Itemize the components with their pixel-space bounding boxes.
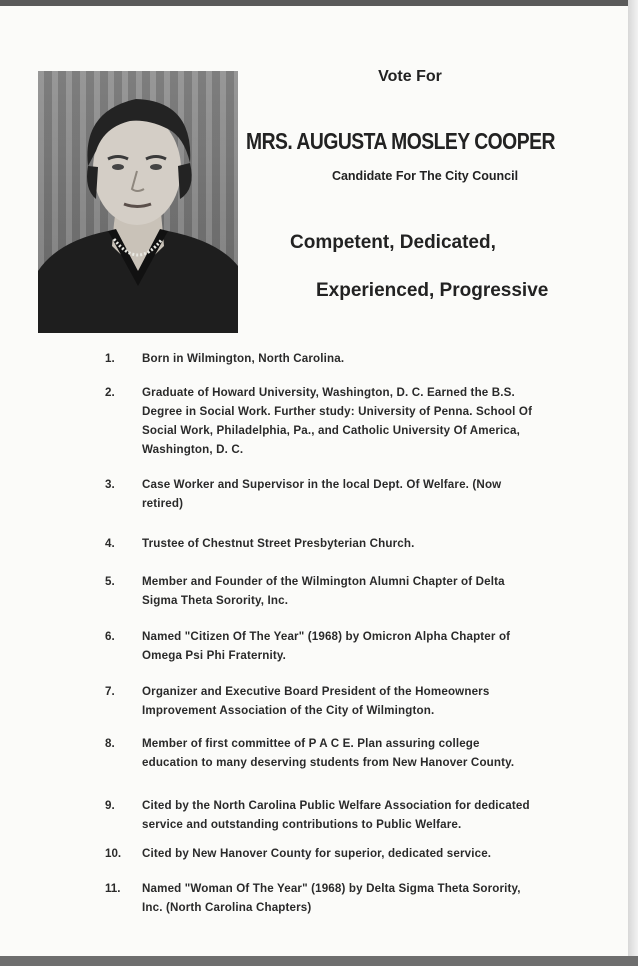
- list-item: [105, 383, 535, 459]
- list-item: [105, 796, 535, 834]
- item-text: Member and Founder of the Wilmington Alumni Chapter of Delta Sigma Theta Sorority, Inc.: [142, 575, 505, 607]
- candidate-name: MRS. AUGUSTA MOSLEY COOPER: [246, 128, 555, 154]
- candidate-subtitle: Candidate For The City Council: [331, 169, 519, 183]
- tagline-line-2: Experienced, Progressive: [316, 280, 549, 301]
- portrait-illustration: [38, 71, 238, 333]
- item-text: Graduate of Howard University, Washington, D. C. Earned the B.S. Degree in Social Work. Further study: University of Penna. School Of Social Work, Philadelphia, Pa., and Catholic University Of America, Washington, D. C.: [142, 386, 533, 456]
- item-number: 8.: [105, 737, 115, 750]
- list-item: [105, 682, 535, 720]
- item-text: Named "Woman Of The Year" (1968) by Delta Sigma Theta Sorority, Inc. (North Carolina Chapters): [142, 882, 521, 914]
- item-number: 11.: [105, 882, 121, 895]
- item-number: 1.: [105, 352, 115, 365]
- list-item: [105, 534, 535, 553]
- item-number: 3.: [105, 478, 115, 491]
- scan-bottom-edge: [0, 956, 638, 966]
- tagline-line-1: Competent, Dedicated,: [290, 232, 496, 253]
- item-number: 6.: [105, 630, 115, 643]
- item-text: Named "Citizen Of The Year" (1968) by Omicron Alpha Chapter of Omega Psi Phi Fraternity.: [142, 630, 511, 662]
- item-text: Organizer and Executive Board President of the Homeowners Improvement Association of the City of Wilmington.: [142, 685, 490, 717]
- item-text: Cited by New Hanover County for superior, dedicated service.: [142, 847, 492, 860]
- item-text: Member of first committee of P A C E. Plan assuring college education to many deserving students from New Hanover County.: [142, 737, 515, 769]
- item-text: Cited by the North Carolina Public Welfare Association for dedicated service and outstanding contributions to Public Welfare.: [142, 799, 530, 831]
- item-number: 2.: [105, 386, 115, 399]
- item-text: Born in Wilmington, North Carolina.: [142, 352, 345, 365]
- item-number: 7.: [105, 685, 115, 698]
- item-text: Case Worker and Supervisor in the local Dept. Of Welfare. (Now retired): [142, 478, 502, 510]
- flyer-page: [0, 6, 631, 956]
- item-text: Trustee of Chestnut Street Presbyterian Church.: [142, 537, 415, 550]
- vote-for-heading: Vote For: [378, 68, 442, 85]
- list-item: [105, 475, 535, 513]
- list-item: [105, 844, 535, 863]
- item-number: 5.: [105, 575, 115, 588]
- item-number: 4.: [105, 537, 115, 550]
- list-item: [105, 572, 535, 610]
- list-item: [105, 734, 535, 772]
- scan-right-edge: [628, 0, 638, 966]
- item-number: 10.: [105, 847, 122, 860]
- list-item: [105, 879, 535, 917]
- list-item: [105, 627, 535, 665]
- list-item: [105, 349, 535, 368]
- candidate-portrait: [38, 71, 238, 333]
- item-number: 9.: [105, 799, 115, 812]
